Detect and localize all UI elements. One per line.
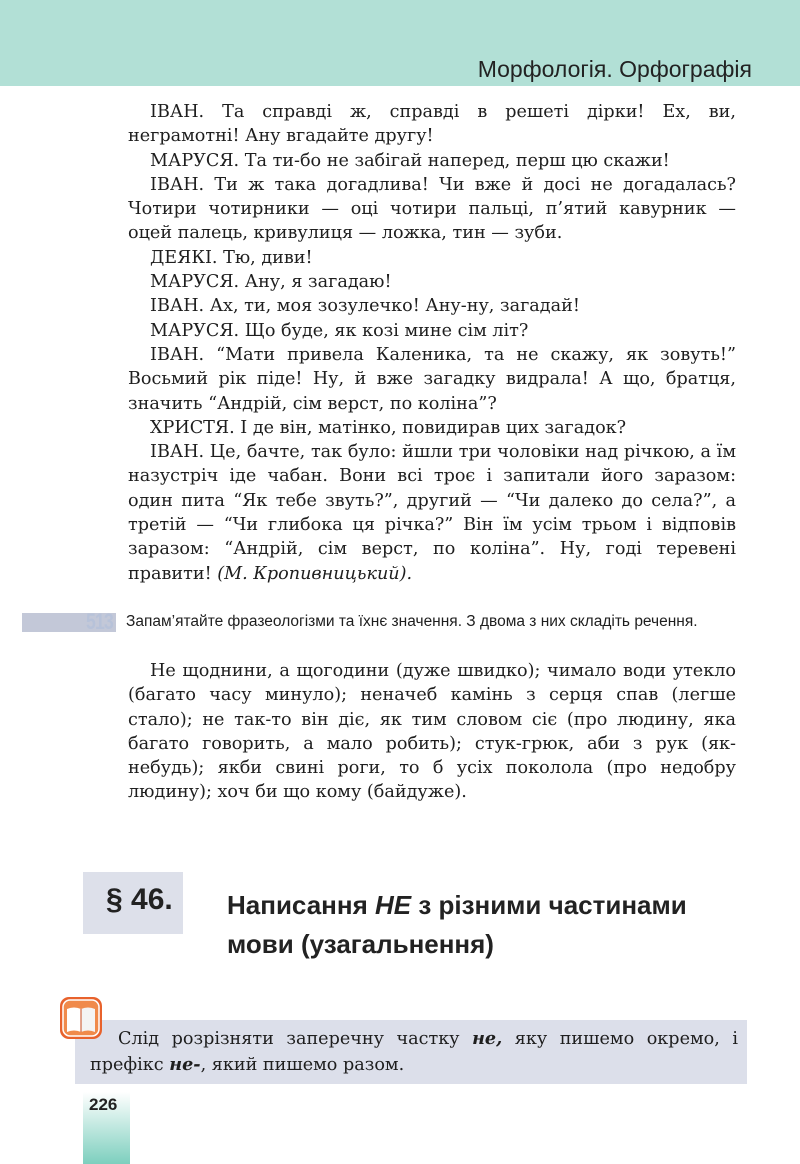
dialogue-line: ІВАН. “Мати привела Каленика, та не скажу, як зовуть!” Восьмий рік піде! Ну, й вже загадку видрала! А що, братця, значить “Андрій, сім верст, по коліна”? — [128, 344, 736, 414]
citation: (М. Кропивницький). — [217, 563, 413, 584]
dialogue-line: ДЕЯКІ. Тю, диви! — [150, 247, 313, 268]
section-title-part1: Написання — [227, 890, 375, 920]
section-title-part2: з різними частинами мови (узагальнення) — [227, 890, 687, 959]
exercise-text: Не щоднини, а щогодини (дуже швидко); чимало води утекло (багато часу минуло); неначеб камінь з серця спав (легше стало); не так-то він діє, як тим словом сіє (про людину, яка багато говорить, а мало робить); стук-грюк, аби з рук (як-небудь); якби свині роги, то б усіх поколола (про недобру людину); хоч би що кому (байдуже). — [128, 661, 736, 803]
dialogue-line: МАРУСЯ. Ану, я загадаю! — [150, 272, 392, 293]
section-title-emphasis: НЕ — [374, 890, 412, 920]
exercise-task: Запам’ятайте фразеологізми та їхнє значення. З двома з них складіть речення. — [126, 613, 698, 630]
exercise-number: 513 — [86, 609, 113, 634]
dialogue-line: МАРУСЯ. Що буде, як козі мине сім літ? — [150, 320, 529, 341]
page-number: 226 — [89, 1095, 118, 1114]
rule-part2: яку пишемо окремо, і префікс — [90, 1029, 738, 1075]
section-title — [227, 886, 747, 964]
rule-part3: , який пишемо разом. — [200, 1055, 405, 1075]
rule-particle: не, — [472, 1028, 503, 1049]
dialogue-line: ІВАН. Ах, ти, моя зозулечко! Ану-ну, загадай! — [150, 296, 580, 317]
section-number: § 46. — [106, 883, 173, 916]
running-header: Морфологія. Орфографія — [477, 56, 752, 82]
dialogue-line: ІВАН. Та справді ж, справді в решеті дірки! Ех, ви, неграмотні! Ану вгадайте другу! — [128, 102, 736, 147]
dialogue-line — [128, 440, 736, 586]
dialogue-text — [128, 100, 736, 586]
dialogue-line: МАРУСЯ. Та ти-бо не забігай наперед, перш цю скажи! — [150, 150, 670, 171]
dialogue-line: ХРИСТЯ. І де він, матінко, повидирав цих загадок? — [150, 417, 627, 438]
dialogue-line: ІВАН. Ти ж така догадлива! Чи вже й досі не догадалась? Чотири чотирники — оці чотири пальці, п’ятий кавурник — оцей палець, кривулиця — ложка, тин — зуби. — [128, 174, 736, 244]
rule-prefix: не- — [169, 1054, 201, 1075]
open-book-icon — [58, 995, 104, 1041]
rule-text — [90, 1026, 738, 1078]
rule-part1: Слід розрізняти заперечну частку — [118, 1029, 473, 1049]
dialogue-last-text: ІВАН. Це, бачте, так було: йшли три чоловіки над річкою, а їм назустріч іде чабан. Вони всі троє і запитали його заразом: один пита “Як тебе звуть?”, другий — “Чи далеко до села?”, а третій — “Чи глибока ця річка?” Він їм усім трьом і відповів заразом: “Андрій, сім верст, по коліна”. Ну, годі теревені правити! — [128, 442, 736, 584]
exercise-text-block — [128, 659, 736, 805]
